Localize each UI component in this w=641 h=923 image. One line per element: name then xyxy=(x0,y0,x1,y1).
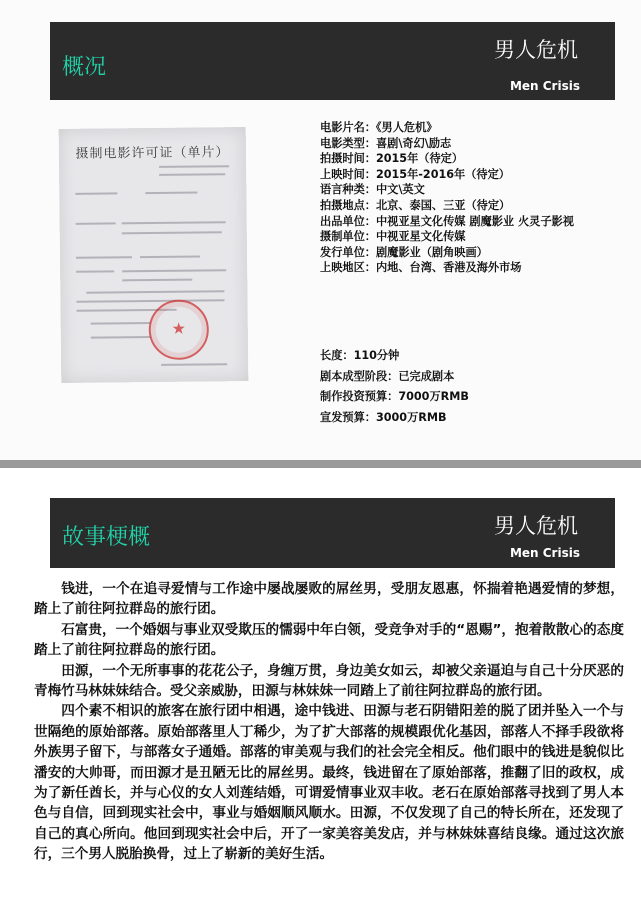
license-text-line xyxy=(76,222,116,224)
synopsis-paragraph: 石富贵，一个婚姻与事业双受欺压的懦弱中年白领，受竞争对手的“恩赐”，抱着散散心的态度踏上了前往阿拉群岛的旅行团。 xyxy=(34,621,624,659)
movie-title-en: Men Crisis xyxy=(509,79,580,93)
film-details-list xyxy=(320,120,574,276)
movie-title: 男人危机 xyxy=(494,38,578,62)
film-detail-row: 出品单位：中视亚星文化传媒 剧魔影业 火灵子影视 xyxy=(320,214,574,228)
license-text-line xyxy=(161,363,227,366)
page-separator xyxy=(0,460,641,468)
seal-star-icon: ★ xyxy=(171,318,187,338)
overview-page xyxy=(0,0,641,460)
film-detail-row: 上映地区：内地、台湾、香港及海外市场 xyxy=(320,261,522,275)
license-text-line xyxy=(76,256,132,259)
license-text-line xyxy=(76,299,224,303)
film-detail-row: 电影类型：喜剧\奇幻\励志 xyxy=(320,136,452,150)
synopsis-paragraph: 钱进，一个在追寻爱情与工作途中屡战屡败的屌丝男，受朋友恩惠，怀揣着艳遇爱情的梦想，踏上了前往阿拉群岛的旅行团。 xyxy=(34,581,624,618)
official-seal-stamp xyxy=(148,299,209,360)
license-text-line xyxy=(75,192,117,194)
film-detail-row: 拍摄地点：北京、泰国、三亚（待定） xyxy=(320,198,511,212)
film-detail-row: 拍摄时间：2015年（待定） xyxy=(320,152,464,166)
license-text-line xyxy=(122,279,192,282)
synopsis-text xyxy=(34,579,624,865)
film-license-photo xyxy=(59,127,249,383)
license-text-line xyxy=(159,165,229,168)
license-text-line xyxy=(140,256,200,259)
license-text-line xyxy=(76,270,114,272)
section-title-overview: 概况 xyxy=(62,55,107,80)
film-detail-row: 摄制单位：中视亚星文化传媒 xyxy=(320,230,466,244)
synopsis-paragraph: 四个素不相识的旅客在旅行团中相遇，途中钱进、田源与老石阴错阳差的脱了团并坠入一个与世隔绝的原始部落。原始部落里人丁稀少，为了扩大部落的规模跟优化基因，部落人不择手段欲将外族男子留下，与部落女子通婚。部落的审美观与我们的社会完全相反。他们眼中的钱进是貌似比潘安的大帅哥，而田源才是丑陋无比的屌丝男。最终，钱进留在了原始部落，推翻了旧的政权，成为了新任酋长，并与心仪的女人刘莲结婚，可谓爱情事业双丰收。老石在原始部落寻找到了男人本色与自信，回到现实社会中，事业与婚姻顺风顺水。田源，不仅发现了自己的特长所在，还发现了自己的真心所向。他回到现实社会中后，开了一家美容美发店，并与林妹妹喜结良缘。通过这次旅行，三个男人脱胎换骨，过上了崭新的美好生活。 xyxy=(34,703,624,863)
film-detail-row: 发行单位：剧魔影业（剧角映画） xyxy=(320,245,488,259)
section-title-synopsis: 故事梗概 xyxy=(62,525,151,550)
license-text-line xyxy=(145,192,197,195)
budget-detail-row: 制作投资预算：7000万RMB xyxy=(320,390,469,403)
license-text-line xyxy=(91,322,151,325)
license-doc-title: 摄制电影许可证（单片） xyxy=(75,145,230,162)
movie-title: 男人危机 xyxy=(494,514,578,538)
overview-header-banner xyxy=(50,22,615,100)
synopsis-header-banner xyxy=(50,498,615,568)
budget-detail-row: 宣发预算：3000万RMB xyxy=(320,410,447,424)
film-detail-row: 上映时间：2015年-2016年（待定） xyxy=(320,167,510,181)
film-budget-list xyxy=(320,346,469,428)
synopsis-paragraph: 田源，一个无所事事的花花公子，身缠万贯，身边美女如云，却被父亲逼迫与自己十分厌恶的青梅竹马林妹妹结合。受父亲威胁，田源与林妹妹一同踏上了前往阿拉群岛的旅行团。 xyxy=(34,662,624,700)
budget-detail-row: 剧本成型阶段：已完成剧本 xyxy=(320,369,455,383)
movie-title-en: Men Crisis xyxy=(509,546,580,560)
license-text-line xyxy=(91,336,151,339)
license-text-line xyxy=(122,221,226,224)
license-text-line xyxy=(159,173,225,176)
film-detail-row: 电影片名：《男人危机》 xyxy=(320,121,438,134)
license-text-line xyxy=(86,290,224,293)
budget-detail-row: 长度：110分钟 xyxy=(320,349,400,362)
film-detail-row: 语言种类：中文\英文 xyxy=(320,183,425,197)
synopsis-page xyxy=(0,468,641,923)
license-text-line xyxy=(122,269,226,272)
license-text-line xyxy=(122,231,222,234)
